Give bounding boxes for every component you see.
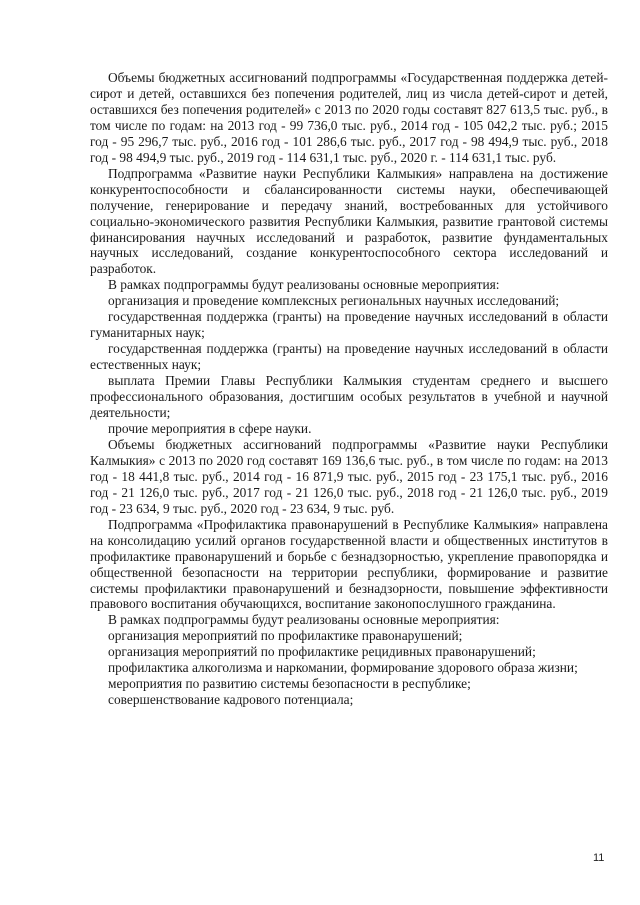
list-item: организация мероприятий по профилактике рецидивных правонарушений;	[108, 644, 536, 660]
paragraph-science-funding: Объемы бюджетных ассигнований подпрограммы «Развитие науки Республики Калмыкия» с 2013 по 2020 год составят 169 136,6 тыс. руб., в том числе по годам: на 2013 год - 18 441,8 тыс. руб., 2014 год - 16 871,9 тыс. руб., 2015 год - 23 175,1 тыс. руб., 2016 год - 21 126,0 тыс. руб., 2017 год - 21 126,0 тыс. руб., 2018 год - 21 126,0 тыс. руб., 2019 год - 23 634, 9 тыс. руб., 2020 год - 23 634, 9 тыс. руб.	[90, 436, 608, 516]
list-item: государственная поддержка (гранты) на проведение научных исследований в области гуманитарных наук;	[90, 309, 608, 341]
list-item: организация мероприятий по профилактике правонарушений;	[108, 628, 463, 644]
list-item: государственная поддержка (гранты) на проведение научных исследований в области естественных наук;	[90, 341, 608, 373]
list-item: прочие мероприятия в сфере науки.	[108, 420, 312, 436]
paragraph-orphans-funding: Объемы бюджетных ассигнований подпрограммы «Государственная поддержка детей-сирот и детей, оставшихся без попечения родителей, лиц из числа детей-сирот и детей, оставшихся без попечения родителей» с 2013 по 2020 годы составят 827 613,5 тыс. руб., в том числе по годам: на 2013 год - 99 736,0 тыс. руб., 2014 год - 105 042,2 тыс. руб.; 2015 год - 95 296,7 тыс. руб., 2016 год - 101 286,6 тыс. руб., 2017 год - 98 494,9 тыс. руб., 2018 год - 98 494,9 тыс. руб., 2019 год - 114 631,1 тыс. руб., 2020 г. - 114 631,1 тыс. руб.	[90, 70, 608, 165]
list-item: мероприятия по развитию системы безопасности в республике;	[108, 676, 471, 692]
page-body	[90, 70, 608, 708]
paragraph-science-measures-intro: В рамках подпрограммы будут реализованы основные мероприятия:	[108, 277, 500, 293]
paragraph-crime-prevention-subprogram: Подпрограмма «Профилактика правонарушений в Республике Калмыкия» направлена на консолидацию усилий органов государственной власти и общественных институтов в профилактике правонарушений и борьбе с безнадзорностью, укрепление правопорядка и общественной безопасности на территории республики, формирование и развитие системы профилактики правонарушений и безнадзорности, повышение эффективности правового воспитания обучающихся, воспитание законопослушного гражданина.	[90, 516, 608, 612]
paragraph-crime-measures-intro: В рамках подпрограммы будут реализованы основные мероприятия:	[108, 612, 500, 628]
paragraph-science-subprogram: Подпрограмма «Развитие науки Республики Калмыкия» направлена на достижение конкурентоспособности и сбалансированности системы науки, обеспечивающей получение, генерирование и передачу знаний, востребованных для устойчивого социально-экономического развития Республики Калмыкия, развитие грантовой системы финансирования научных исследований и разработок, развитие фундаментальных научных исследований, создание конкурентоспособного сектора исследований и разработок.	[90, 165, 608, 277]
list-item: совершенствование кадрового потенциала;	[108, 692, 354, 708]
list-item: организация и проведение комплексных региональных научных исследований;	[108, 293, 560, 309]
page-number: 11	[593, 852, 605, 864]
list-item: профилактика алкоголизма и наркомании, формирование здорового образа жизни;	[108, 660, 578, 676]
list-item: выплата Премии Главы Республики Калмыкия студентам среднего и высшего профессионального образования, достигшим особых результатов в учебной и научной деятельности;	[90, 373, 608, 421]
